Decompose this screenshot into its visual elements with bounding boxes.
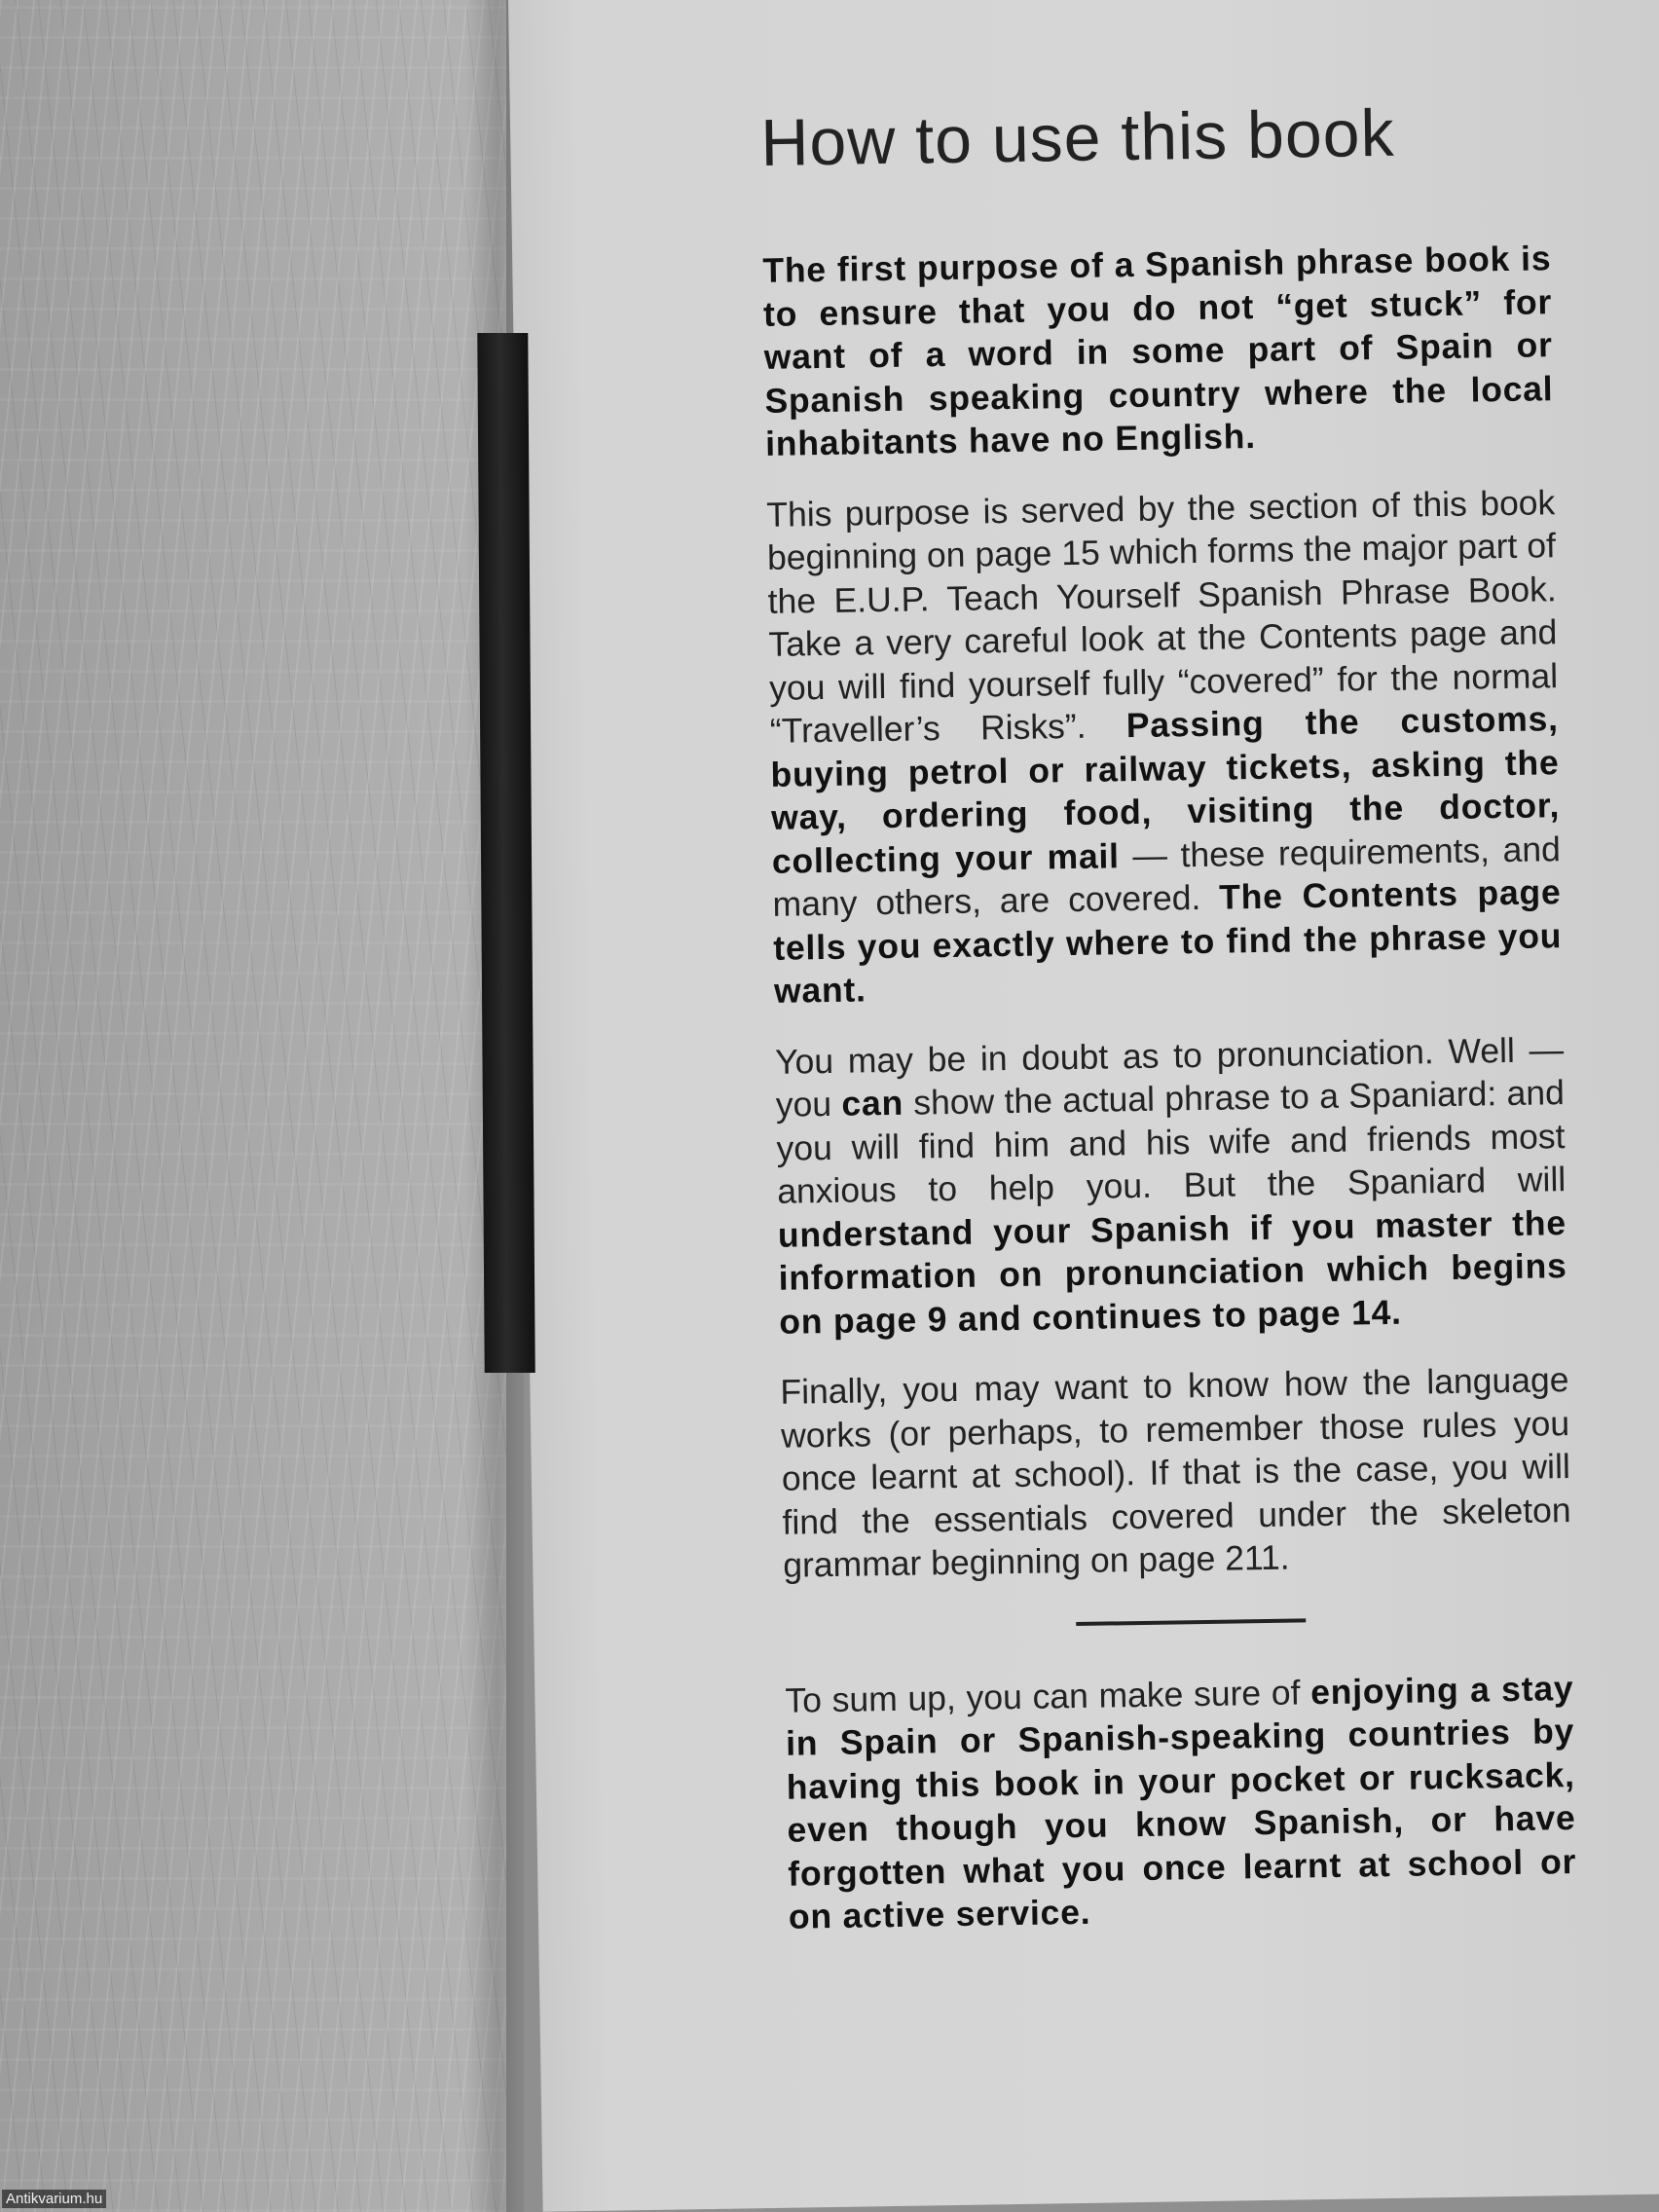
bold-text-run: can [841, 1083, 904, 1124]
bold-text-run: understand your Spanish if you master the information on pronunciation which begins on page 9 and continues to page 14. [777, 1202, 1567, 1342]
paragraph-contents-page [766, 481, 1563, 1014]
text-run: show the actual phrase to a Spaniard: and you will find him and his wife and friends most anxious to help you. But the Spaniard will [776, 1073, 1567, 1211]
book-page [508, 0, 1659, 2212]
text-run: You may be in doubt as to pronunciation. Well — you [774, 1029, 1565, 1124]
bold-text-run: Passing the customs, buying petrol or railway tickets, asking the way, ordering food, visiting the doctor, collecting your mail [770, 699, 1561, 881]
paragraph-pronunciation [775, 1028, 1568, 1344]
page-content [760, 92, 1578, 1966]
text-run: This purpose is served by the section of this book beginning on page 15 which forms the major part of the E.U.P. Teach Yourself Spanish Phrase Book. Take a very careful look at the Contents page and you will find yourself fully “covered” for the normal “Traveller’s Risks”. [766, 482, 1559, 751]
text-run: To sum up, you can make sure of [785, 1672, 1311, 1720]
paragraph-summary [785, 1667, 1577, 1939]
bold-text-run: The Contents page tells you exactly where to find the phrase you want. [773, 872, 1563, 1011]
binding-strip [477, 333, 535, 1373]
bold-text-run: enjoying a stay in Spain or Spanish-speaking countries by having this book in your pocket or rucksack, even though you know Spanish, or have forgotten what you once learnt at school or on active service. [785, 1668, 1577, 1936]
bold-text-run: The first purpose of a Spanish phrase book is to ensure that you do not “get stuck” for want of a word in some part of Spain or Spanish speaking country where the local inhabitants have no English. [762, 239, 1554, 463]
text-run: Finally, you may want to know how the language works (or perhaps, to remember those rules you once learnt at school). If that is the case, you will find the essentials covered under the skeleton grammar beginning on page 211. [780, 1360, 1571, 1585]
watermark-text: Antikvarium.hu [2, 2190, 106, 2208]
book-cover-left [0, 0, 506, 2212]
section-divider [1076, 1618, 1306, 1626]
paragraph-purpose [762, 237, 1554, 465]
text-run: — these requirements, and many others, are covered. [772, 829, 1562, 924]
page-title: How to use this book [759, 95, 1396, 180]
paragraph-grammar [780, 1358, 1571, 1587]
